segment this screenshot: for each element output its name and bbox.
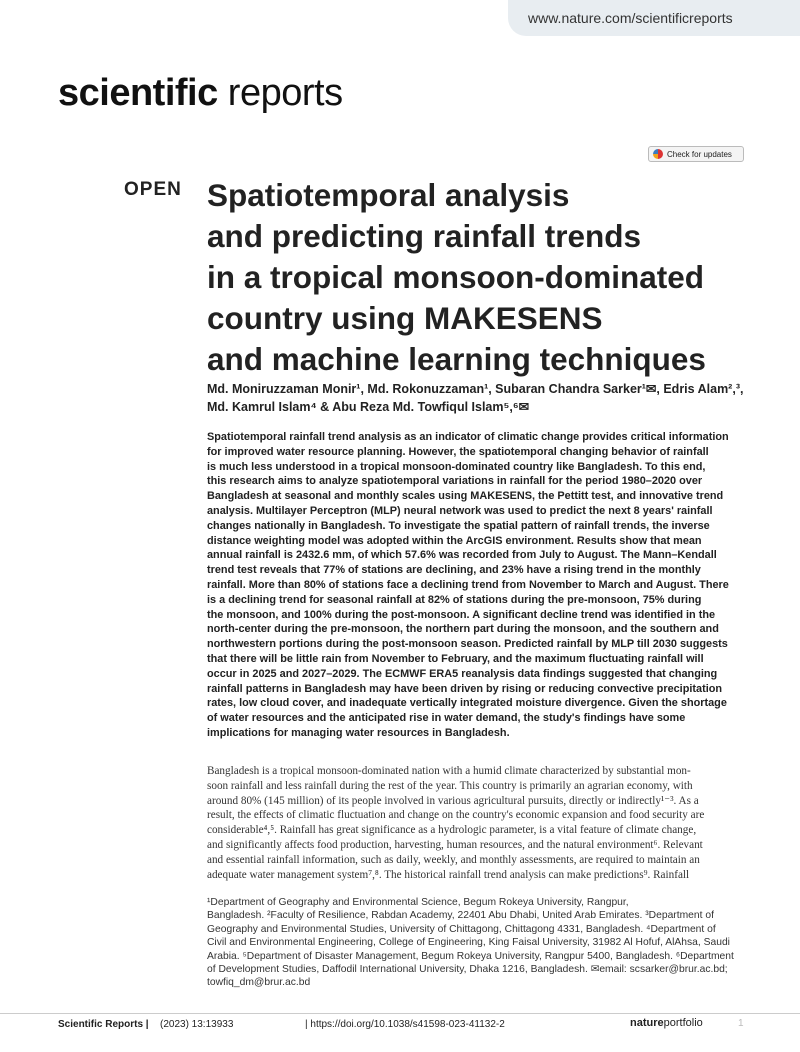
affiliation-line: Geography and Environmental Studies, University of Chittagong, Chittagong 4331, Bangladesh. ⁴Department of <box>207 923 716 935</box>
title-line: country using MAKESENS <box>207 300 603 336</box>
abstract-line: of water resources and the anticipated rise in water demand, the study's findings have some <box>207 712 686 725</box>
affiliation-line: of Development Studies, Daffodil International University, Dhaka 1216, Bangladesh. ✉email: scsarker@brur.ac.bd; <box>207 964 728 976</box>
page-number: 1 <box>738 1018 744 1029</box>
author-list <box>207 380 743 416</box>
journal-logo <box>58 72 343 115</box>
body-line: adequate water management system⁷,⁸. The historical rainfall trend analysis can make predictions⁹. Rainfall <box>207 868 690 881</box>
title-line: Spatiotemporal analysis <box>207 177 570 213</box>
journal-url[interactable]: www.nature.com/scientificreports <box>528 10 733 26</box>
abstract-line: northwestern portions during the post-monsoon season. Predicted rainfall by MLP till 2030 suggests <box>207 638 728 651</box>
abstract-line: implications for managing water resources in Bangladesh. <box>207 726 510 739</box>
body-paragraph <box>207 764 747 882</box>
abstract-line: occur in 2025 and 2027–2029. The ECMWF ERA5 reanalysis data findings suggested that changing <box>207 667 718 680</box>
body-line: around 80% (145 million) of its people involved in various agricultural pursuits, directly or indirectly¹⁻³. As a <box>207 794 699 807</box>
article-title <box>207 175 767 380</box>
footer-divider <box>0 1013 800 1014</box>
abstract-line: for improved water resource planning. However, the spatiotemporal changing behavior of rainfall <box>207 445 709 458</box>
abstract-line: trend test reveals that 77% of stations are declining, and 23% have a rising trend in the monthly <box>207 564 701 577</box>
abstract-line: rainfall patterns in Bangladesh may have been driven by rising or reducing convective precipitation <box>207 682 723 695</box>
footer-journal: Scientific Reports | <box>58 1019 149 1030</box>
body-line: and significantly affects food production, harvesting, human resources, and the natural environment⁶. Relevant <box>207 838 703 851</box>
check-updates-label: Check for updates <box>667 149 732 159</box>
affiliation-line: Arabia. ⁵Department of Disaster Management, Begum Rokeya University, Rangpur 5400, Bangladesh. ⁶Department <box>207 950 734 962</box>
affiliation-line: Bangladesh. ²Faculty of Resilience, Rabdan Academy, 22401 Abu Dhabi, United Arab Emirates. ³Department of <box>207 910 714 922</box>
brand-bold: scientific <box>58 72 218 114</box>
body-line: and essential rainfall information, such as daily, weekly, and monthly assessments, are required to maintain an <box>207 853 700 866</box>
check-for-updates-button[interactable] <box>648 146 744 162</box>
publisher-light: portfolio <box>663 1017 703 1029</box>
abstract-line: distance weighting model was adopted within the ArcGIS environment. Results show that mean <box>207 534 702 547</box>
affiliations <box>207 896 747 990</box>
abstract-line: Bangladesh at seasonal and monthly scales using MAKESENS, the Pettitt test, and innovative trend <box>207 490 724 503</box>
crossmark-icon <box>653 149 663 159</box>
author-line: Md. Kamrul Islam⁴ & Abu Reza Md. Towfiqul Islam⁵,⁶✉ <box>207 400 530 414</box>
abstract-line: changes nationally in Bangladesh. To investigate the spatial pattern of rainfall trends, the inverse <box>207 519 710 532</box>
abstract <box>207 430 747 741</box>
open-access-label: OPEN <box>124 179 182 200</box>
title-line: and predicting rainfall trends <box>207 218 642 254</box>
affiliation-line: ¹Department of Geography and Environmental Science, Begum Rokeya University, Rangpur, <box>207 897 629 908</box>
body-line: considerable⁴,⁵. Rainfall has great significance as a hydrologic parameter, is a vital feature of climate change, <box>207 824 697 837</box>
title-line: in a tropical monsoon-dominated <box>207 259 705 295</box>
abstract-line: north-center during the pre-monsoon, the northern part during the monsoon, and the southern and <box>207 623 719 636</box>
footer-doi[interactable]: | https://doi.org/10.1038/s41598-023-41132-2 <box>305 1019 505 1030</box>
abstract-line: annual rainfall is 2432.6 mm, of which 57.6% was recorded from July to August. The Mann–Kendall <box>207 549 717 562</box>
abstract-line: this research aims to analyze spatiotemporal variations in rainfall for the period 1980–2020 over <box>207 475 703 488</box>
brand-light: reports <box>227 72 343 114</box>
footer-citation: (2023) 13:13933 <box>160 1019 234 1030</box>
body-line: Bangladesh is a tropical monsoon-dominated nation with a humid climate characterized by substantial mon- <box>207 765 691 777</box>
url-tab[interactable] <box>508 0 800 36</box>
abstract-line: is much less understood in a tropical monsoon-dominated country like Bangladesh. To this end, <box>207 460 706 473</box>
abstract-line: Spatiotemporal rainfall trend analysis as an indicator of climatic change provides critical information <box>207 431 729 443</box>
publisher-bold: nature <box>630 1017 664 1029</box>
affiliation-line: Civil and Environmental Engineering, College of Engineering, King Faisal University, 31982 Al Hofuf, AlAhsa, Saudi <box>207 937 730 949</box>
abstract-line: rainfall. More than 80% of stations face a declining trend from November to March and August. There <box>207 578 729 591</box>
abstract-line: the monsoon, and 100% during the post-monsoon. A significant decline trend was identified in the <box>207 608 716 621</box>
affiliation-line: towfiq_dm@brur.ac.bd <box>207 977 311 989</box>
title-line: and machine learning techniques <box>207 341 706 377</box>
abstract-line: analysis. Multilayer Perceptron (MLP) neural network was used to predict the next 8 years' rainfall <box>207 504 713 517</box>
publisher-logo <box>630 1017 703 1029</box>
abstract-line: that there will be little rain from November to February, and the maximum fluctuating rainfall will <box>207 652 704 665</box>
abstract-line: is a declining trend for seasonal rainfall at 82% of stations during the pre-monsoon, 75% during <box>207 593 702 606</box>
body-line: soon rainfall and less rainfall during the rest of the year. This country is primarily an agrarian economy, with <box>207 779 693 792</box>
body-line: result, the effects of climatic fluctuation and change on the country's economic expansion and food security are <box>207 809 705 822</box>
abstract-line: rates, low cloud cover, and inadequate vertically integrated moisture divergence. Given the shortage <box>207 697 727 710</box>
author-line: Md. Moniruzzaman Monir¹, Md. Rokonuzzaman¹, Subaran Chandra Sarker¹✉, Edris Alam²,³, <box>207 382 744 396</box>
